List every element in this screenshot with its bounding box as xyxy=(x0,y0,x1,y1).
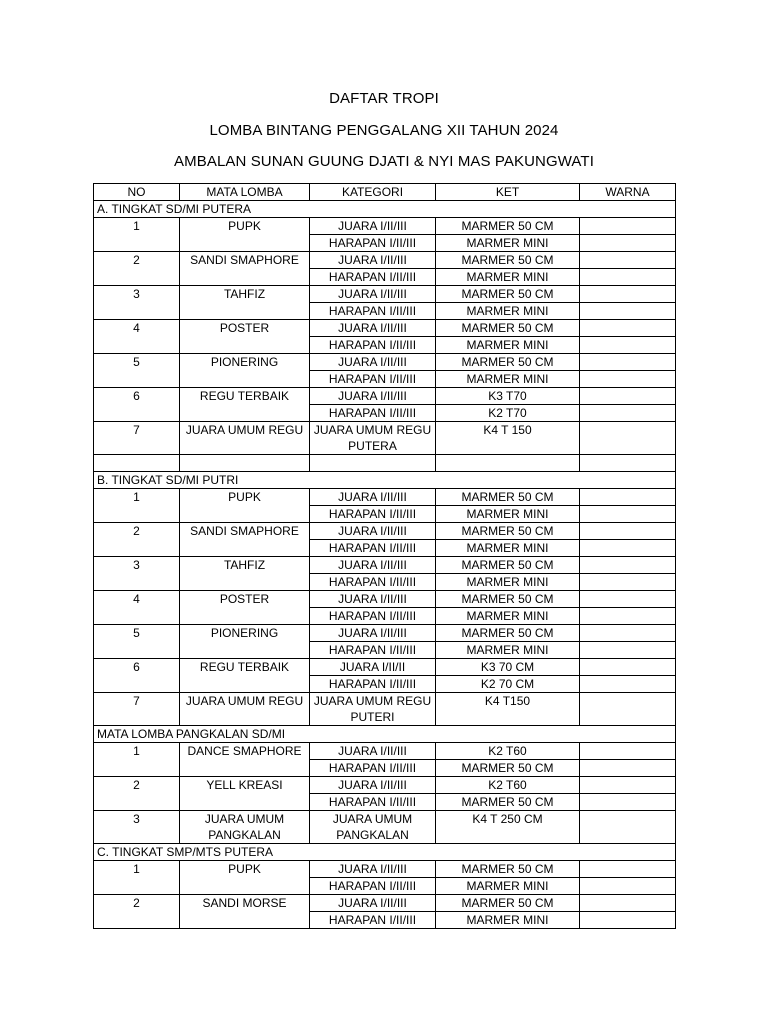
cell-kategori: JUARA I/II/III xyxy=(310,320,436,337)
cell-warna xyxy=(580,743,676,760)
cell-warna xyxy=(580,895,676,912)
cell-ket: MARMER MINI xyxy=(436,642,580,659)
cell-mata-lomba xyxy=(180,235,310,252)
table-row xyxy=(94,218,676,235)
cell-warna xyxy=(580,422,676,455)
section-row xyxy=(94,472,676,489)
cell-no xyxy=(94,608,180,625)
cell-warna xyxy=(580,878,676,895)
table-row xyxy=(94,269,676,286)
cell-mata-lomba: REGU TERBAIK xyxy=(180,388,310,405)
cell-ket: K2 T70 xyxy=(436,405,580,422)
cell-no: 5 xyxy=(94,625,180,642)
table-row xyxy=(94,540,676,557)
cell-kategori: HARAPAN I/II/III xyxy=(310,912,436,929)
cell-kategori: JUARA I/II/III xyxy=(310,286,436,303)
cell-ket: MARMER MINI xyxy=(436,269,580,286)
cell-warna xyxy=(580,659,676,676)
cell-mata-lomba: JUARA UMUM PANGKALAN xyxy=(180,811,310,844)
cell-ket: K4 T 150 xyxy=(436,422,580,455)
cell-ket: MARMER 50 CM xyxy=(436,557,580,574)
cell-no: 1 xyxy=(94,861,180,878)
cell-kategori: JUARA I/II/III xyxy=(310,218,436,235)
cell-mata-lomba: SANDI SMAPHORE xyxy=(180,252,310,269)
cell-warna xyxy=(580,235,676,252)
cell-warna xyxy=(580,811,676,844)
table-row xyxy=(94,608,676,625)
cell-no: 2 xyxy=(94,777,180,794)
cell-mata-lomba xyxy=(180,642,310,659)
cell-warna xyxy=(580,337,676,354)
cell-mata-lomba xyxy=(180,540,310,557)
cell-kategori: JUARA I/II/III xyxy=(310,777,436,794)
cell-ket: MARMER 50 CM xyxy=(436,354,580,371)
cell-warna xyxy=(580,354,676,371)
cell-no: 5 xyxy=(94,354,180,371)
cell-warna xyxy=(580,676,676,693)
document-organizer: AMBALAN SUNAN GUUNG DJATI & NYI MAS PAKUNGWATI xyxy=(174,153,594,170)
cell-mata-lomba: JUARA UMUM REGU xyxy=(180,422,310,455)
cell-no xyxy=(94,506,180,523)
cell-kategori: JUARA I/II/III xyxy=(310,743,436,760)
cell-ket: K2 T60 xyxy=(436,777,580,794)
table-row xyxy=(94,794,676,811)
cell-ket: MARMER MINI xyxy=(436,337,580,354)
cell-kategori: JUARA I/II/III xyxy=(310,557,436,574)
cell-mata-lomba: PIONERING xyxy=(180,354,310,371)
cell-no xyxy=(94,540,180,557)
cell-mata-lomba xyxy=(180,455,310,472)
cell-warna xyxy=(580,252,676,269)
cell-mata-lomba xyxy=(180,303,310,320)
cell-no: 7 xyxy=(94,693,180,726)
cell-mata-lomba: PUPK xyxy=(180,489,310,506)
cell-no xyxy=(94,574,180,591)
cell-kategori: JUARA I/II/III xyxy=(310,625,436,642)
table-row xyxy=(94,354,676,371)
cell-mata-lomba: PIONERING xyxy=(180,625,310,642)
cell-ket: MARMER 50 CM xyxy=(436,895,580,912)
table-row xyxy=(94,252,676,269)
cell-kategori: JUARA I/II/III xyxy=(310,895,436,912)
cell-kategori: HARAPAN I/II/III xyxy=(310,760,436,777)
cell-warna xyxy=(580,557,676,574)
cell-mata-lomba xyxy=(180,337,310,354)
cell-mata-lomba xyxy=(180,574,310,591)
table-row xyxy=(94,895,676,912)
cell-warna xyxy=(580,506,676,523)
cell-mata-lomba: TAHFIZ xyxy=(180,557,310,574)
cell-no xyxy=(94,455,180,472)
cell-ket: MARMER 50 CM xyxy=(436,286,580,303)
cell-warna xyxy=(580,794,676,811)
cell-ket: K2 70 CM xyxy=(436,676,580,693)
cell-kategori: JUARA I/II/III xyxy=(310,861,436,878)
cell-no xyxy=(94,912,180,929)
cell-warna xyxy=(580,693,676,726)
cell-no: 2 xyxy=(94,895,180,912)
table-row xyxy=(94,489,676,506)
cell-ket: MARMER 50 CM xyxy=(436,252,580,269)
cell-ket: K4 T150 xyxy=(436,693,580,726)
cell-kategori: JUARA UMUM REGU PUTERA xyxy=(310,422,436,455)
cell-no: 7 xyxy=(94,422,180,455)
cell-warna xyxy=(580,625,676,642)
cell-kategori: HARAPAN I/II/III xyxy=(310,676,436,693)
cell-ket: MARMER MINI xyxy=(436,574,580,591)
table-row xyxy=(94,760,676,777)
table-row xyxy=(94,286,676,303)
col-header-mata-lomba: MATA LOMBA xyxy=(180,184,310,201)
table-row xyxy=(94,506,676,523)
table-row xyxy=(94,523,676,540)
cell-warna xyxy=(580,286,676,303)
cell-ket: MARMER MINI xyxy=(436,912,580,929)
cell-warna xyxy=(580,574,676,591)
section-label: A. TINGKAT SD/MI PUTERA xyxy=(94,201,676,218)
cell-kategori: JUARA I/II/III xyxy=(310,252,436,269)
cell-ket: MARMER MINI xyxy=(436,608,580,625)
cell-mata-lomba: PUPK xyxy=(180,218,310,235)
cell-warna xyxy=(580,540,676,557)
table-row xyxy=(94,320,676,337)
cell-ket: MARMER MINI xyxy=(436,303,580,320)
col-header-warna: WARNA xyxy=(580,184,676,201)
cell-warna xyxy=(580,388,676,405)
table-row xyxy=(94,777,676,794)
cell-ket: MARMER 50 CM xyxy=(436,625,580,642)
cell-mata-lomba: YELL KREASI xyxy=(180,777,310,794)
cell-mata-lomba xyxy=(180,760,310,777)
section-label: B. TINGKAT SD/MI PUTRI xyxy=(94,472,676,489)
cell-no: 4 xyxy=(94,591,180,608)
cell-kategori: HARAPAN I/II/III xyxy=(310,337,436,354)
cell-no xyxy=(94,337,180,354)
trophy-table xyxy=(93,183,676,929)
cell-no: 1 xyxy=(94,218,180,235)
cell-kategori: JUARA UMUM REGU PUTERI xyxy=(310,693,436,726)
cell-warna xyxy=(580,523,676,540)
cell-ket: K3 70 CM xyxy=(436,659,580,676)
cell-warna xyxy=(580,489,676,506)
cell-mata-lomba xyxy=(180,878,310,895)
cell-no: 6 xyxy=(94,388,180,405)
cell-warna xyxy=(580,912,676,929)
cell-no: 1 xyxy=(94,743,180,760)
cell-kategori: JUARA UMUM PANGKALAN xyxy=(310,811,436,844)
cell-mata-lomba xyxy=(180,912,310,929)
cell-warna xyxy=(580,371,676,388)
cell-kategori xyxy=(310,455,436,472)
cell-mata-lomba: SANDI MORSE xyxy=(180,895,310,912)
cell-ket: MARMER MINI xyxy=(436,371,580,388)
table-row xyxy=(94,235,676,252)
cell-no: 2 xyxy=(94,523,180,540)
cell-ket: MARMER MINI xyxy=(436,235,580,252)
cell-mata-lomba: PUPK xyxy=(180,861,310,878)
table-row xyxy=(94,574,676,591)
cell-no: 4 xyxy=(94,320,180,337)
cell-mata-lomba xyxy=(180,269,310,286)
section-label: C. TINGKAT SMP/MTS PUTERA xyxy=(94,844,676,861)
cell-mata-lomba: REGU TERBAIK xyxy=(180,659,310,676)
cell-warna xyxy=(580,320,676,337)
table-row xyxy=(94,625,676,642)
cell-no: 3 xyxy=(94,811,180,844)
cell-kategori: HARAPAN I/II/III xyxy=(310,878,436,895)
table-row xyxy=(94,878,676,895)
cell-kategori: HARAPAN I/II/III xyxy=(310,405,436,422)
table-row xyxy=(94,659,676,676)
cell-kategori: JUARA I/II/III xyxy=(310,523,436,540)
cell-warna xyxy=(580,591,676,608)
col-header-no: NO xyxy=(94,184,180,201)
cell-kategori: JUARA I/II/III xyxy=(310,354,436,371)
cell-kategori: HARAPAN I/II/III xyxy=(310,303,436,320)
cell-ket: MARMER MINI xyxy=(436,878,580,895)
table-row xyxy=(94,743,676,760)
cell-ket: MARMER 50 CM xyxy=(436,861,580,878)
cell-kategori: HARAPAN I/II/III xyxy=(310,794,436,811)
cell-kategori: HARAPAN I/II/III xyxy=(310,574,436,591)
section-row xyxy=(94,844,676,861)
table-row xyxy=(94,693,676,726)
cell-ket: MARMER MINI xyxy=(436,540,580,557)
cell-warna xyxy=(580,642,676,659)
cell-mata-lomba: POSTER xyxy=(180,320,310,337)
cell-ket: K4 T 250 CM xyxy=(436,811,580,844)
cell-warna xyxy=(580,455,676,472)
table-row xyxy=(94,405,676,422)
section-label: MATA LOMBA PANGKALAN SD/MI xyxy=(94,726,676,743)
cell-warna xyxy=(580,405,676,422)
cell-no xyxy=(94,794,180,811)
cell-no xyxy=(94,642,180,659)
cell-ket: MARMER MINI xyxy=(436,506,580,523)
table-row xyxy=(94,676,676,693)
cell-kategori: HARAPAN I/II/III xyxy=(310,269,436,286)
cell-mata-lomba xyxy=(180,405,310,422)
table-row xyxy=(94,455,676,472)
cell-mata-lomba: TAHFIZ xyxy=(180,286,310,303)
cell-kategori: HARAPAN I/II/III xyxy=(310,608,436,625)
cell-kategori: HARAPAN I/II/III xyxy=(310,506,436,523)
cell-kategori: JUARA I/II/II xyxy=(310,659,436,676)
cell-ket: MARMER 50 CM xyxy=(436,489,580,506)
cell-mata-lomba xyxy=(180,676,310,693)
cell-ket: MARMER 50 CM xyxy=(436,794,580,811)
document-subtitle: LOMBA BINTANG PENGGALANG XII TAHUN 2024 xyxy=(209,122,559,139)
cell-no: 3 xyxy=(94,557,180,574)
cell-no xyxy=(94,878,180,895)
cell-kategori: HARAPAN I/II/III xyxy=(310,642,436,659)
col-header-kategori: KATEGORI xyxy=(310,184,436,201)
table-row xyxy=(94,337,676,354)
cell-warna xyxy=(580,269,676,286)
cell-ket: K3 T70 xyxy=(436,388,580,405)
table-row xyxy=(94,912,676,929)
cell-ket: MARMER 50 CM xyxy=(436,591,580,608)
cell-warna xyxy=(580,861,676,878)
cell-mata-lomba: DANCE SMAPHORE xyxy=(180,743,310,760)
cell-kategori: HARAPAN I/II/III xyxy=(310,540,436,557)
cell-ket xyxy=(436,455,580,472)
document-title: DAFTAR TROPI xyxy=(329,90,439,107)
col-header-ket: KET xyxy=(436,184,580,201)
table-body xyxy=(94,201,676,929)
table-row xyxy=(94,422,676,455)
section-row xyxy=(94,726,676,743)
cell-kategori: HARAPAN I/II/III xyxy=(310,371,436,388)
cell-mata-lomba: SANDI SMAPHORE xyxy=(180,523,310,540)
table-row xyxy=(94,591,676,608)
cell-mata-lomba xyxy=(180,506,310,523)
table-header-row xyxy=(94,184,676,201)
cell-no: 2 xyxy=(94,252,180,269)
table-row xyxy=(94,371,676,388)
cell-no: 3 xyxy=(94,286,180,303)
cell-ket: MARMER 50 CM xyxy=(436,760,580,777)
cell-warna xyxy=(580,760,676,777)
cell-ket: MARMER 50 CM xyxy=(436,320,580,337)
cell-no xyxy=(94,676,180,693)
cell-ket: MARMER 50 CM xyxy=(436,218,580,235)
cell-mata-lomba xyxy=(180,794,310,811)
table-row xyxy=(94,557,676,574)
cell-ket: MARMER 50 CM xyxy=(436,523,580,540)
cell-kategori: JUARA I/II/III xyxy=(310,489,436,506)
cell-warna xyxy=(580,777,676,794)
table-row xyxy=(94,303,676,320)
cell-mata-lomba xyxy=(180,608,310,625)
cell-warna xyxy=(580,218,676,235)
cell-no xyxy=(94,235,180,252)
table-row xyxy=(94,811,676,844)
cell-ket: K2 T60 xyxy=(436,743,580,760)
cell-mata-lomba: JUARA UMUM REGU xyxy=(180,693,310,726)
cell-mata-lomba xyxy=(180,371,310,388)
cell-no xyxy=(94,303,180,320)
cell-mata-lomba: POSTER xyxy=(180,591,310,608)
table-row xyxy=(94,388,676,405)
cell-no xyxy=(94,405,180,422)
cell-no xyxy=(94,269,180,286)
cell-no xyxy=(94,760,180,777)
cell-warna xyxy=(580,303,676,320)
cell-warna xyxy=(580,608,676,625)
cell-kategori: JUARA I/II/III xyxy=(310,388,436,405)
cell-no: 6 xyxy=(94,659,180,676)
section-row xyxy=(94,201,676,218)
table-row xyxy=(94,861,676,878)
cell-no xyxy=(94,371,180,388)
table-row xyxy=(94,642,676,659)
cell-kategori: JUARA I/II/III xyxy=(310,591,436,608)
cell-kategori: HARAPAN I/II/III xyxy=(310,235,436,252)
cell-no: 1 xyxy=(94,489,180,506)
